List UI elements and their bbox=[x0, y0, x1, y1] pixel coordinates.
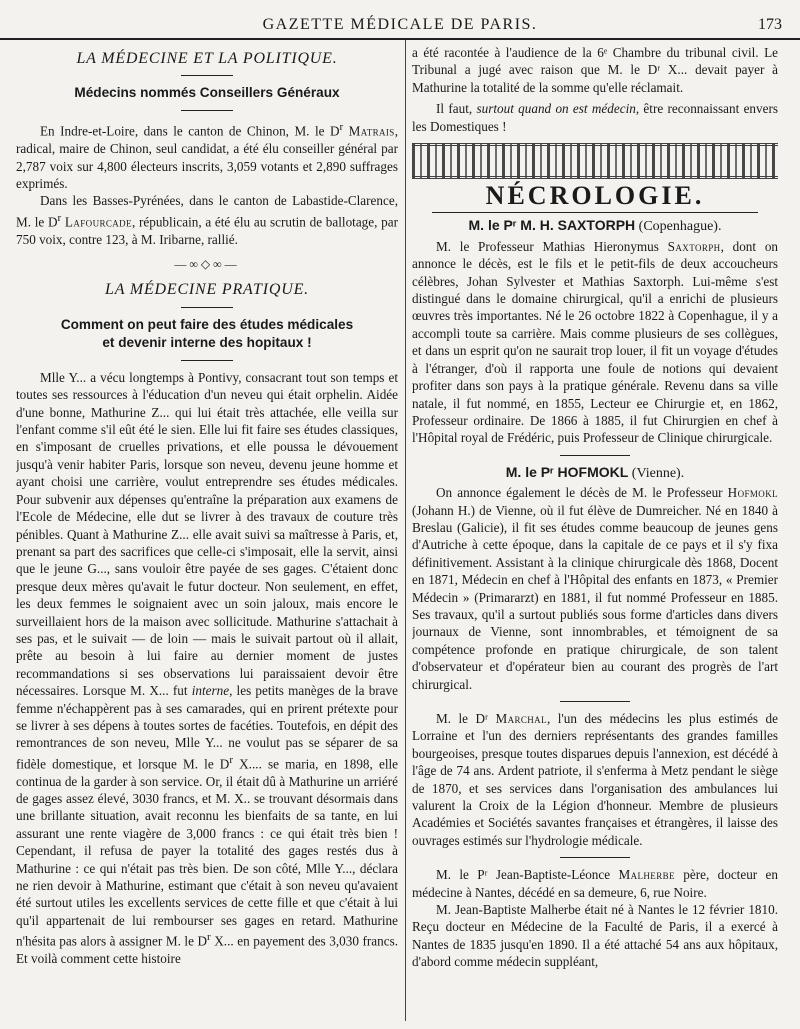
rubric-politics: LA MÉDECINE ET LA POLITIQUE. bbox=[76, 50, 338, 67]
running-head bbox=[0, 14, 800, 40]
headline-etudes-line1: Comment on peut faire des études médicales bbox=[60, 316, 354, 332]
left-column bbox=[16, 44, 398, 1021]
headline-etudes-line2: et devenir interne des hopitaux ! bbox=[102, 334, 312, 350]
section-rule bbox=[560, 701, 630, 702]
section-rule bbox=[560, 857, 630, 858]
rubric-pratique: LA MÉDECINE PRATIQUE. bbox=[105, 281, 309, 299]
necrology-rule bbox=[432, 212, 758, 213]
heading-saxtorph: M. le Pʳ M. H. SAXTORPH (Copenhague). bbox=[468, 217, 722, 235]
paragraph-conclusion: Il faut, surtout quand on est médecin, être reconnaissant envers les Domestiques ! bbox=[412, 101, 778, 134]
paragraph-basses-pyrenees: Dans les Basses-Pyrénées, dans le canton de Labastide-Clarence, M. le $D^r$ Lafourcade, républicain, a été élu au scrutin de ballotage, par 750 voix, contre 123, à M. Iribarne, rallié. bbox=[16, 193, 398, 247]
page-number: 173 bbox=[758, 16, 782, 33]
paragraph-marchal: M. le Dʳ Marchal, l'un des médecins les plus estimés de Lorraine et l'un des derniers représentants des grandes familles bourgeoises, presque toutes disparues depuis l'annexion, est décédé à l'âge de 74 ans. Ardent patriote, il s'enferma à Metz pendant le siège de 1870, et ses services dans l'organisation des ambulances lui valurent la Croix de la Légion d'honneur. Membre de plusieurs Académies et Sociétés savantes françaises et étrangères, il laisse des ouvrages estimés sur l'hydrologie médicale. bbox=[412, 711, 778, 848]
column-divider bbox=[405, 40, 406, 1021]
section-rule bbox=[560, 455, 630, 456]
section-rule bbox=[181, 110, 233, 111]
paragraph-mlle-y: Mlle Y... a vécu longtemps à Pontivy, consacrant tout son temps et toutes ses ressources à l'éducation d'un neveu qui était orphelin. Aidée d'une bonne, Mathurine Z... qui lui était très attachée, elle veilla sur l'enfant comme s'il eût été le sien. Elle lui fit faire ses études classiques, en s'imposant de cruelles privations, et elle poussa le dévouement jusqu'à venir habiter Paris, lorsque son neveu, devenu jeune homme et ayant choisi une carrière, voulut entreprendre ses études médicales. Pour subvenir aux dépenses qu'entraîne la préparation aux examens de l'Ecole de Médecine, elle dut se livrer à des travaux de couture très pénibles. Quant à Mathurine Z... elle avait suivi sa maîtresse à Paris, et, prenant sa part des sacrifices que celle-ci s'imposait, elle la servit, ainsi que le jeune G..., sans vouloir être payée de ses gages. C'étaient donc presque deux mères qu'avait le futur docteur. Non seulement, en effet, les deux femmes le soignaient avec un soin jaloux, mais encore le surveillaient hors de la maison avec sollicitude. Mathurine s'attachait à ses pas, et le suivait — de loin — mais le suivait partout où il allait, prête au besoin à lui faire au dernier moment de justes recommandations si ses observations lui paraissaient devoir être nécessaires. Lorsque M. X... fut interne, les petits manèges de la brave femme n'échappèrent pas à ses camarades, qui en prirent prétexte pour se livrer à ses dépens à toutes sortes de facéties. Toutefois, en dépit des remontrances de son neveu, Mlle Y... ne voulut pas se séparer de sa fidèle domestique, et lorsque M. le $D^r$ X.... se maria, en 1898, elle continua de la garder à son service. Or, il était dû à Mathurine un arriéré de gages assez élevé, 3030 francs, et M. X.. se trouvant désormais dans une brillante situation, avait reconnu les bienfaits de sa tante, en lui assurant une rente viagère de 3,000 francs : ce qui était très bien ! Cependant, il refusa de payer la totalité des gages restés dus à Mathurine : ce qui n'était pas très bien. De son côté, Mlle Y..., déclara ne rien devoir à Mathurine, estimant que c'était à son neveu qu'avaient été surtout utiles les excellents services de cette fille et que c'était à lui qu'il appartenait de lui rembourser ses gages en retard. Mathurine n'hésita pas alors à assigner M. le $D^r$ X... en payement des 3,030 francs. Et voilà comment cette histoire bbox=[16, 369, 398, 967]
section-rule bbox=[181, 307, 233, 308]
right-column bbox=[412, 44, 778, 1021]
paragraph-tribunal: a été racontée à l'audience de la 6ᵉ Chambre du tribunal civil. Le Tribunal a jugé avec raison que M. le Dʳ X... devait payer à Mathurine la totalité de la somme qu'elle réclamait. bbox=[412, 45, 778, 95]
paragraph-indre-et-loire: En Indre-et-Loire, dans le canton de Chinon, M. le $D^r$ Matrais, radical, maire de Chinon, seul candidat, a été élu conseiller général par 2,787 voix sur 4,800 électeurs inscrits, 3,059 votants et 2,890 suffrages exprimés. bbox=[16, 121, 398, 192]
paragraph-malherbe-intro: M. le Pʳ Jean-Baptiste-Léonce Malherbe père, docteur en médecine à Nantes, décédé en sa demeure, 6, rue Noire. bbox=[412, 867, 778, 900]
heading-hofmokl: M. le Pʳ HOFMOKL (Vienne). bbox=[505, 463, 685, 481]
paragraph-saxtorph: M. le Professeur Mathias Hieronymus Saxtorph, dont on annonce le décès, est le fils et le petit-fils de deux accoucheurs célèbres, Johan Sylvester et Mathias Saxtorph. Lui-même s'est distingué dans le domaine chirurgical, qu'il a enrichi de plusieurs œuvres très importantes. Né le 26 octobre 1822 à Copenhague, il y a accompli toute sa carrière. Mais comme plusieurs de ses collègues, et dans un esprit qu'on ne saurait trop louer, il fit un voyage d'études à l'étranger, d'où il rapporta une foule de notions qui devaient profiter dans son pays à la pratique générale. Revenu dans sa ville natale, il fut nommé, en 1855, Lecteur ee Chirurgie et, en 1862, Professeur ordinaire. De 1866 à 1885, il fut Chirurgien en chef à l'Hôpital royal de Frédéric, puis Professeur de Clinique chirurgicale. bbox=[412, 238, 778, 446]
section-rule bbox=[181, 75, 233, 76]
paragraph-hofmokl: On annonce également le décès de M. le Professeur Hofmokl (Johann H.) de Vienne, où il fut élève de Dumreicher. Né en 1840 à Breslau (Galicie), il fit ses études comme beaucoup de jeunes gens d'Autriche à cette époque, dans la capitale de ce pays et il s'y fixa définitivement. Assistant à la clinique chirurgicale dès 1868, Docent en 1871, Médecin en chef à l'Hôpital des enfants en 1873, « Premier Médecin » (Primararzt) en 1881, il fut nommé Professeur en 1885. Ses travaux, qu'il a surtout publiés sous forme d'articles dans divers journaux de Vienne, sont innombrables, et témoignent de sa compétence profonde en pratique chirurgicale, de son talent d'observateur et d'opérateur bien au courant des progrès de l'art chirurgical. bbox=[412, 485, 778, 692]
section-rule bbox=[181, 360, 233, 361]
headline-conseillers: Médecins nommés Conseillers Généraux bbox=[74, 85, 340, 101]
decorative-band bbox=[412, 143, 778, 179]
paragraph-malherbe-bio: M. Jean-Baptiste Malherbe était né à Nantes le 12 février 1810. Reçu docteur en Médecine de la Faculté de Paris, il a exercé à Nantes de 1835 jusqu'en 1890. Il a été attaché 54 ans aux hôpitaux, d'abord comme médecin suppléant, bbox=[412, 902, 778, 970]
journal-title: GAZETTE MÉDICALE DE PARIS. bbox=[262, 16, 538, 33]
necrology-title: NÉCROLOGIE. bbox=[485, 181, 705, 211]
ornament-divider: —∞◇∞— bbox=[174, 257, 240, 272]
